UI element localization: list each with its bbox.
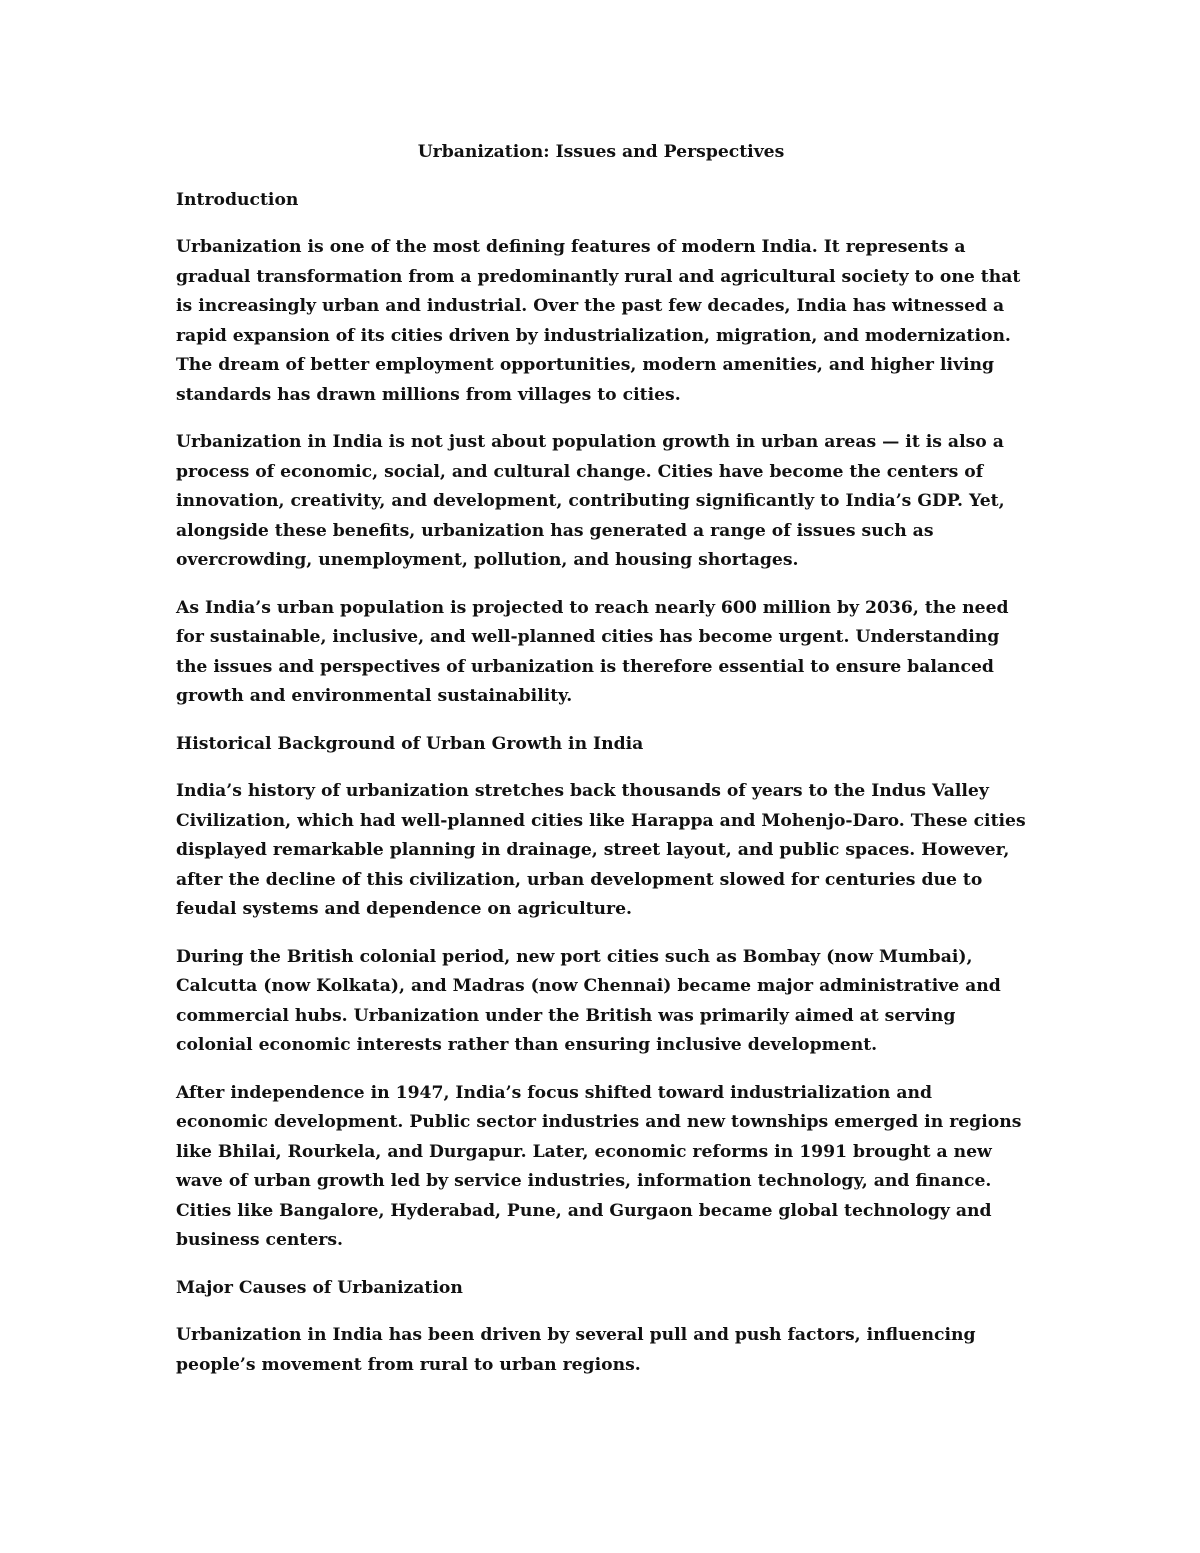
paragraph: Urbanization is one of the most defining features of modern India. It represents a gradual transformation from a predominantly rural and agricultural society to one that is increasingly urban and industrial. Over the past few decades, India has witnessed a rapid expansion of its cities driven by industrialization, migration, and modernization. The dream of better employment opportunities, modern amenities, and higher living standards has drawn millions from villages to cities. <box>176 237 1021 405</box>
document-title: Urbanization: Issues and Perspectives <box>417 142 785 162</box>
section-heading-major-causes: Major Causes of Urbanization <box>176 1277 463 1298</box>
paragraph: During the British colonial period, new port cities such as Bombay (now Mumbai), Calcutta (now Kolkata), and Madras (now Chennai) became major administrative and commercial hubs. Urbanization under the British was primarily aimed at serving colonial economic interests rather than ensuring inclusive development. <box>176 946 1001 1055</box>
paragraph: Urbanization in India has been driven by several pull and push factors, influencing people’s movement from rural to urban regions. <box>176 1325 976 1375</box>
section-heading-historical-background: Historical Background of Urban Growth in India <box>176 733 644 754</box>
paragraph: Urbanization in India is not just about population growth in urban areas — it is also a process of economic, social, and cultural change. Cities have become the centers of innovation, creativity, and development, contributing significantly to India’s GDP. Yet, alongside these benefits, urbanization has generated a range of issues such as overcrowding, unemployment, pollution, and housing shortages. <box>176 432 1005 570</box>
section-heading-introduction: Introduction <box>176 189 299 210</box>
paragraph: After independence in 1947, India’s focus shifted toward industrialization and economic development. Public sector industries and new townships emerged in regions like Bhilai, Rourkela, and Durgapur. Later, economic reforms in 1991 brought a new wave of urban growth led by service industries, information technology, and finance. Cities like Bangalore, Hyderabad, Pune, and Gurgaon became global technology and business centers. <box>176 1082 1022 1250</box>
document-page <box>176 138 1026 1398</box>
paragraph: India’s history of urbanization stretches back thousands of years to the Indus Valley Civilization, which had well-planned cities like Harappa and Mohenjo-Daro. These cities displayed remarkable planning in drainage, street layout, and public spaces. However, after the decline of this civilization, urban development slowed for centuries due to feudal systems and dependence on agriculture. <box>176 781 1026 919</box>
paragraph: As India’s urban population is projected to reach nearly 600 million by 2036, the need for sustainable, inclusive, and well-planned cities has become urgent. Understanding the issues and perspectives of urbanization is therefore essential to ensure balanced growth and environmental sustainability. <box>176 597 1009 706</box>
